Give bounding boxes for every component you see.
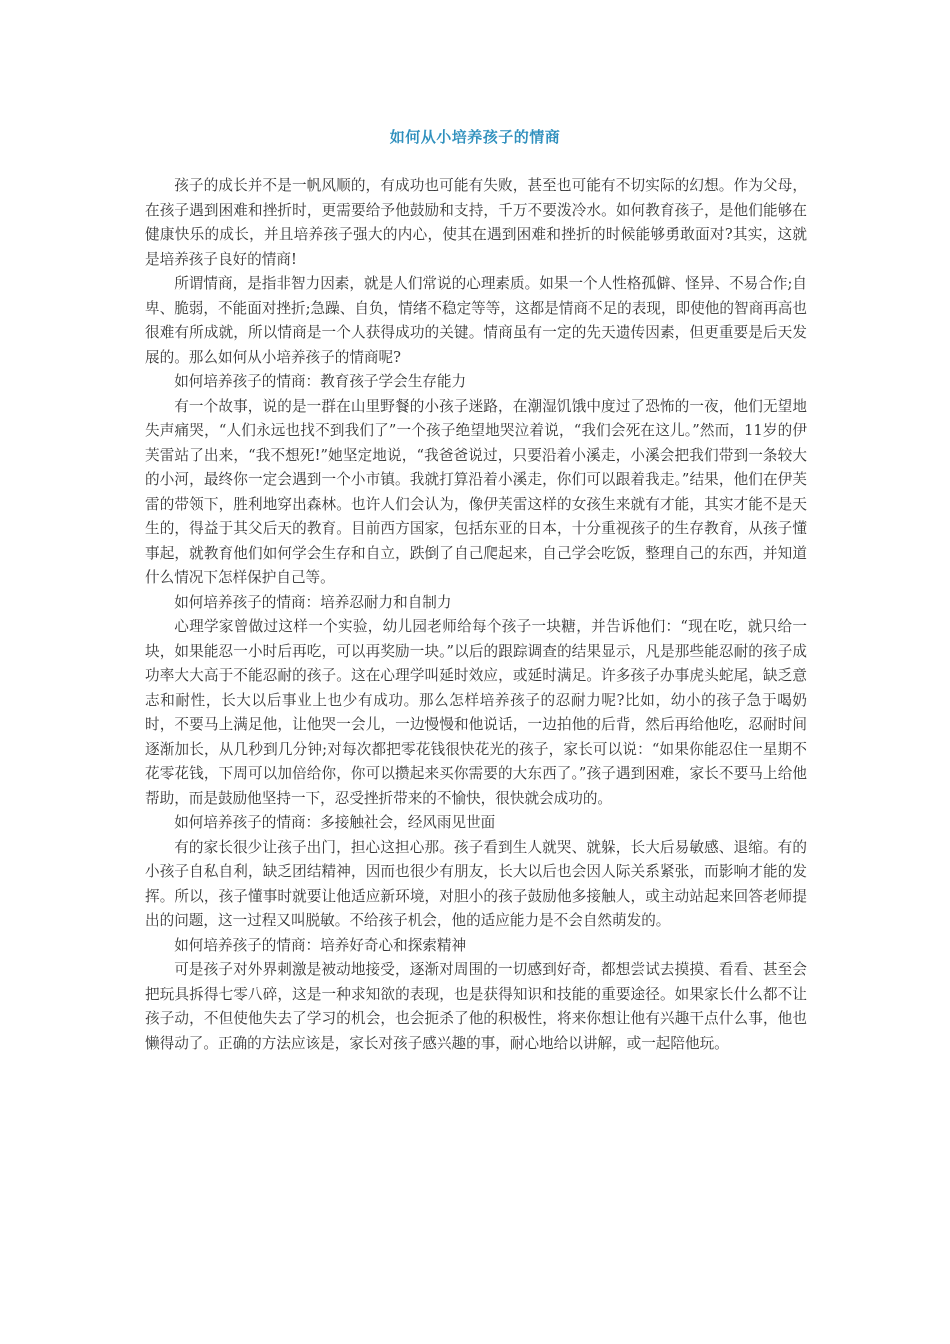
section-heading-survival: 如何培养孩子的情商：教育孩子学会生存能力	[174, 373, 467, 390]
paragraph-definition: 所谓情商，是指非智力因素，就是人们常说的心理素质。如果一个人性格孤僻、怪异、不易合作;自卑、脆弱，不能面对挫折;急躁、自负，情绪不稳定等等，这都是情商不足的表现，即使他的智商再高也很难有所成就，所以情商是一个人获得成功的关键。情商虽有一定的先天遗传因素，但更重要是后天发展的。那么如何从小培养孩子的情商呢?	[145, 275, 807, 366]
section-heading-patience: 如何培养孩子的情商：培养忍耐力和自制力	[174, 593, 452, 611]
paragraph-survival: 有一个故事，说的是一群在山里野餐的小孩子迷路，在潮湿饥饿中度过了恐怖的一夜，他们无望地失声痛哭，“人们永远也找不到我们了”一个孩子绝望地哭泣着说，“我们会死在这儿。”然而，11岁的伊芙雷站了出来，“我不想死!”她坚定地说，“我爸爸说过，只要沿着小溪走，小溪会把我们带到一条较大的小河，最终你一定会遇到一个小市镇。我就打算沿着小溪走，你们可以跟着我走。”结果，他们在伊芙雷的带领下，胜利地穿出森林。也许人们会认为，像伊芙雷这样的女孩生来就有才能，其实才能不是天生的，得益于其父后天的教育。目前西方国家，包括东亚的日本，十分重视孩子的生存教育，从孩子懂事起，就教育他们如何学会生存和自立，跌倒了自己爬起来，自己学会吃饭，整理自己的东西，并知道什么情况下怎样保护自己等。	[145, 397, 807, 586]
document-title: 如何从小培养孩子的情商	[389, 128, 561, 146]
paragraph-patience: 心理学家曾做过这样一个实验，幼儿园老师给每个孩子一块糖，并告诉他们：“现在吃，就只给一块，如果能忍一小时后再吃，可以再奖励一块。”以后的跟踪调查的结果显示，凡是那些能忍耐的孩子成功率大大高于不能忍耐的孩子。这在心理学叫延时效应，或延时满足。许多孩子办事虎头蛇尾，缺乏意志和耐性，长大以后事业上也少有成功。那么怎样培养孩子的忍耐力呢?比如，幼小的孩子急于喝奶时，不要马上满足他，让他哭一会儿，一边慢慢和他说话，一边拍他的后背，然后再给他吃，忍耐时间逐渐加长，从几秒到几分钟;对每次都把零花钱很快花光的孩子，家长可以说：“如果你能忍住一星期不花零花钱，下周可以加倍给你，你可以攒起来买你需要的大东西了。”孩子遇到困难，家长不要马上给他帮助，而是鼓励他坚持一下，忍受挫折带来的不愉快，很快就会成功的。	[145, 618, 807, 807]
paragraph-society: 有的家长很少让孩子出门，担心这担心那。孩子看到生人就哭、就躲，长大后易敏感、退缩。有的小孩子自私自利，缺乏团结精神，因而也很少有朋友，长大以后也会因人际关系紧张，而影响才能的发挥。所以，孩子懂事时就要让他适应新环境，对胆小的孩子鼓励他多接触人，或主动站起来回答老师提出的问题，这一过程又叫脱敏。不给孩子机会，他的适应能力是不会自然萌发的。	[145, 838, 807, 929]
section-heading-society: 如何培养孩子的情商：多接触社会，经风雨见世面	[174, 814, 496, 831]
document-body	[145, 174, 807, 1056]
paragraph-curiosity: 可是孩子对外界刺激是被动地接受，逐渐对周围的一切感到好奇，都想尝试去摸摸、看看、甚至会把玩具拆得七零八碎，这是一种求知欲的表现，也是获得知识和技能的重要途径。如果家长什么都不让孩子动，不但使他失去了学习的机会，也会扼杀了他的积极性，将来你想让他有兴趣干点什么事，他也懒得动了。正确的方法应该是，家长对孩子感兴趣的事，耐心地给以讲解，或一起陪他玩。	[145, 961, 807, 1052]
paragraph-intro: 孩子的成长并不是一帆风顺的，有成功也可能有失败，甚至也可能有不切实际的幻想。作为父母，在孩子遇到困难和挫折时，更需要给予他鼓励和支持，千万不要泼冷水。如何教育孩子，是他们能够在健康快乐的成长，并且培养孩子强大的内心，使其在遇到困难和挫折的时候能够勇敢面对?其实，这就是培养孩子良好的情商!	[145, 177, 807, 268]
section-heading-curiosity: 如何培养孩子的情商：培养好奇心和探索精神	[174, 936, 467, 954]
